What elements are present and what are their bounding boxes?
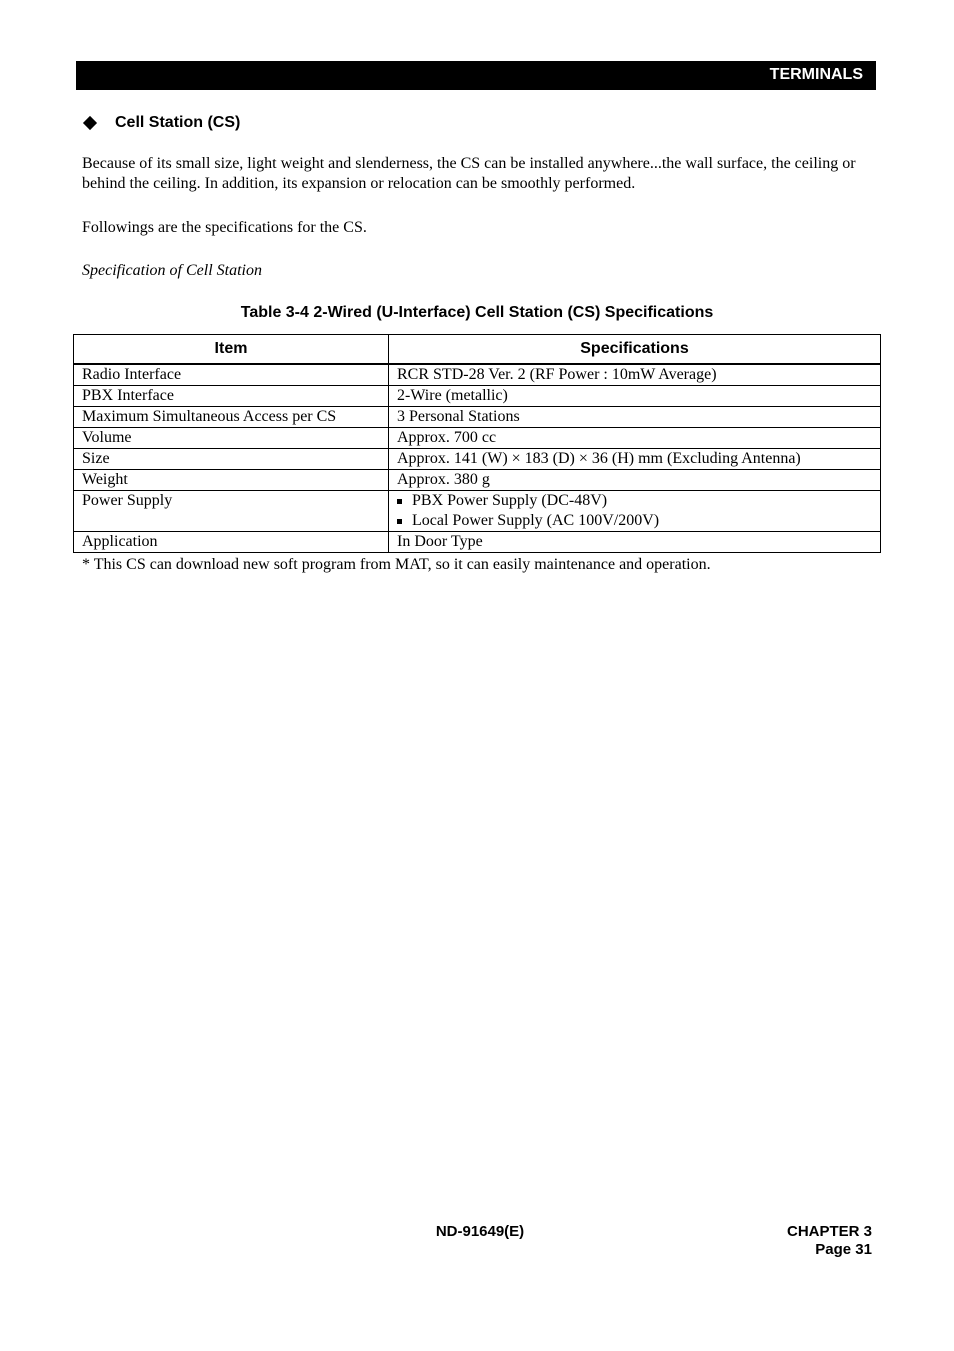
diamond-bullet-icon <box>83 116 97 130</box>
row-item: Weight <box>74 470 389 491</box>
table-row <box>74 428 881 449</box>
table-row <box>74 449 881 470</box>
table-header-row <box>74 335 881 365</box>
footer-page: Page 31 <box>815 1241 872 1258</box>
table-row <box>74 532 881 553</box>
row-spec: 3 Personal Stations <box>389 407 881 428</box>
row-item: Radio Interface <box>74 364 389 386</box>
footer-chapter-page <box>787 1223 872 1259</box>
spec-table <box>73 334 881 553</box>
row-item: Maximum Simultaneous Access per CS <box>74 407 389 428</box>
header-specifications: Specifications <box>389 335 881 365</box>
followings-paragraph: Followings are the specifications for the CS. <box>82 219 367 236</box>
table-row <box>74 407 881 428</box>
bullet-text: PBX Power Supply (DC-48V) <box>412 492 608 509</box>
section-heading-text: Cell Station (CS) <box>115 114 241 131</box>
intro-paragraph: Because of its small size, light weight and slenderness, the CS can be installed anywhere...the wall surface, the ceiling or behind the ceiling. In addition, its expansion or relocation can be smoothly performed. <box>82 155 856 192</box>
header-item: Item <box>74 335 389 365</box>
row-item: Application <box>74 532 389 553</box>
bullet-line <box>397 491 872 511</box>
row-spec-list <box>389 491 881 532</box>
bullet-text: Local Power Supply (AC 100V/200V) <box>412 512 660 529</box>
row-item: Size <box>74 449 389 470</box>
header-title: TERMINALS <box>769 66 863 83</box>
header-bar <box>76 61 876 90</box>
row-item: PBX Interface <box>74 386 389 407</box>
spec-caption: Specification of Cell Station <box>82 262 262 279</box>
row-spec: RCR STD-28 Ver. 2 (RF Power : 10mW Average) <box>389 364 881 386</box>
footnote: * This CS can download new soft program from MAT, so it can easily maintenance and operation. <box>82 556 711 573</box>
table-row <box>74 386 881 407</box>
bullet-line <box>397 511 872 531</box>
footer-chapter: CHAPTER 3 <box>786 1223 872 1240</box>
row-spec: In Door Type <box>389 532 881 553</box>
section-heading <box>82 114 240 132</box>
row-item: Volume <box>74 428 389 449</box>
table-row <box>74 470 881 491</box>
footer-doc-number: ND-91649(E) <box>435 1223 525 1240</box>
table-title: Table 3-4 2-Wired (U-Interface) Cell Station (CS) Specifications <box>240 304 714 321</box>
table-row <box>74 491 881 532</box>
row-spec: Approx. 380 g <box>389 470 881 491</box>
table-row <box>74 364 881 386</box>
row-spec: 2-Wire (metallic) <box>389 386 881 407</box>
row-item: Power Supply <box>74 491 389 532</box>
row-spec: Approx. 141 (W) × 183 (D) × 36 (H) mm (Excluding Antenna) <box>389 449 881 470</box>
square-bullet-icon <box>397 519 402 524</box>
row-spec: Approx. 700 cc <box>389 428 881 449</box>
square-bullet-icon <box>397 499 402 504</box>
